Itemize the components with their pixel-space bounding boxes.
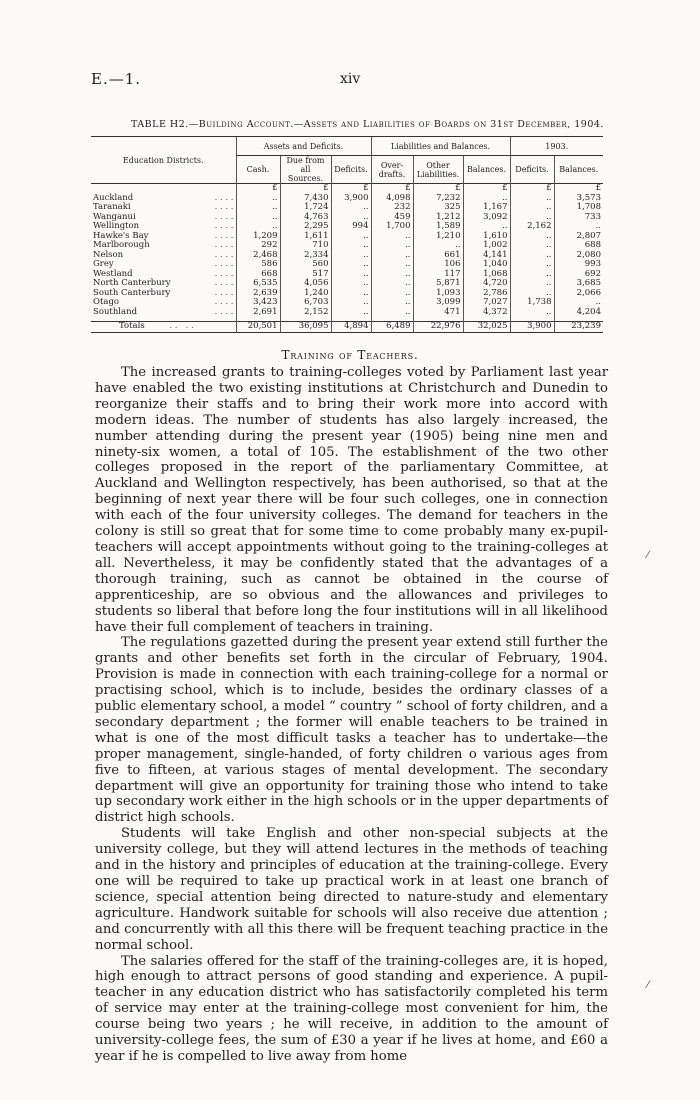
deficits-1903-header: Deficits. (510, 156, 554, 184)
overdrafts-cell: .. (371, 289, 413, 299)
section-title: Training of Teachers. (281, 348, 419, 362)
total-cash: 20,501 (236, 322, 280, 333)
due-cell: 2,334 (280, 251, 331, 261)
table-row (91, 241, 603, 251)
table-row (91, 298, 603, 308)
page-header-left: E.—1. (91, 70, 142, 88)
district-name: Hawke's Bay . . . . (93, 230, 234, 241)
other-liabilities-cell: 3,099 (413, 298, 463, 308)
overdrafts-cell: .. (371, 232, 413, 242)
district-name: Taranaki . . . . (93, 202, 234, 212)
other-liabilities-cell: 325 (413, 203, 463, 213)
due-cell: 7,430 (280, 194, 331, 204)
overdrafts-cell: 459 (371, 213, 413, 223)
totals-label: Totals . . . . (119, 321, 194, 331)
cash-cell: 292 (236, 241, 280, 251)
overdrafts-cell: 1,700 (371, 222, 413, 232)
due-cell: 2,152 (280, 308, 331, 318)
deficits-cell: .. (331, 298, 371, 308)
other-liabilities-cell: 1,210 (413, 232, 463, 242)
unit-symbol: £ (413, 184, 463, 194)
table-row (91, 222, 603, 232)
other-liabilities-cell: 7,232 (413, 194, 463, 204)
year-1903-header: 1903. (510, 137, 603, 156)
other-liabilities-cell: 661 (413, 251, 463, 261)
deficits-cell: .. (331, 232, 371, 242)
deficits-cell: .. (331, 270, 371, 280)
balances-cell: .. (463, 222, 510, 232)
balances-header: Balances. (463, 156, 510, 184)
other-liabilities-cell: 1,212 (413, 213, 463, 223)
due-cell: 1,724 (280, 203, 331, 213)
total-overdrafts: 6,489 (371, 322, 413, 333)
deficits-cell: .. (331, 289, 371, 299)
overdrafts-cell: .. (371, 279, 413, 289)
deficits-1903-cell: .. (510, 270, 554, 280)
total-deficits-1903: 3,900 (510, 322, 554, 333)
balances-cell: 7,027 (463, 298, 510, 308)
unit-symbol: £ (236, 184, 280, 194)
other-liabilities-cell: .. (413, 241, 463, 251)
district-name: North Canterbury . . . . (93, 278, 234, 288)
unit-symbol: £ (463, 184, 510, 194)
other-liabilities-cell: 1,093 (413, 289, 463, 299)
due-cell: 710 (280, 241, 331, 251)
cash-cell: 3,423 (236, 298, 280, 308)
due-cell: 2,295 (280, 222, 331, 232)
deficits-1903-cell: .. (510, 260, 554, 270)
assets-group-header: Assets and Deficits. (236, 137, 371, 156)
balances-cell: 1,068 (463, 270, 510, 280)
balances-1903-header: Balances. (554, 156, 603, 184)
cash-cell: 2,639 (236, 289, 280, 299)
margin-mark: ⁄ (647, 550, 649, 561)
other-liabilities-header: Other Liabilities. (413, 156, 463, 184)
balances-1903-cell: 993 (554, 260, 603, 270)
district-column-header: Education Districts. (91, 137, 236, 184)
overdrafts-cell: .. (371, 270, 413, 280)
district-name: Auckland . . . . (93, 192, 234, 203)
deficits-1903-cell: .. (510, 232, 554, 242)
deficits-1903-cell: .. (510, 289, 554, 299)
deficits-cell: .. (331, 241, 371, 251)
overdrafts-cell: .. (371, 251, 413, 261)
totals-row (91, 322, 603, 333)
due-cell: 4,056 (280, 279, 331, 289)
cash-cell: 586 (236, 260, 280, 270)
unit-symbol: £ (554, 184, 603, 194)
balances-cell: 2,786 (463, 289, 510, 299)
due-cell: 6,703 (280, 298, 331, 308)
balances-1903-cell: 2,066 (554, 289, 603, 299)
district-name: Grey . . . . (93, 259, 234, 269)
total-due: 36,095 (280, 322, 331, 333)
table-title-prefix: TABLE H2.— (131, 119, 199, 130)
other-liabilities-cell: 5,871 (413, 279, 463, 289)
balances-cell: 4,141 (463, 251, 510, 261)
unit-symbol: £ (331, 184, 371, 194)
table-title (131, 119, 604, 130)
deficits-1903-cell: .. (510, 194, 554, 204)
balances-1903-cell: 3,573 (554, 194, 603, 204)
cash-cell: .. (236, 203, 280, 213)
balances-cell: 1,040 (463, 260, 510, 270)
district-name: Westland . . . . (93, 268, 234, 279)
deficits-cell: .. (331, 279, 371, 289)
total-deficits: 4,894 (331, 322, 371, 333)
deficits-1903-cell: .. (510, 203, 554, 213)
balances-1903-cell: .. (554, 222, 603, 232)
unit-symbol: £ (510, 184, 554, 194)
deficits-cell: 3,900 (331, 194, 371, 204)
district-name: Southland . . . . (93, 306, 234, 317)
district-name: Otago . . . . (93, 297, 234, 307)
margin-mark: ⁄ (647, 980, 649, 991)
cash-cell: 2,468 (236, 251, 280, 261)
overdrafts-cell: 232 (371, 203, 413, 213)
deficits-cell: .. (331, 203, 371, 213)
due-cell: 517 (280, 270, 331, 280)
paragraph: The salaries offered for the staff of the training-colleges are, it is hoped, high enough to attract persons of good standing and experience. A pupil-teacher in any education district who has satisfactorily completed his term of service may enter at the training-college most convenient for him, the course being two years ; he will receive, in addition to the amount of university-college fees, the sum of £30 a year if he lives at home, and £60 a year if he is compelled to live away from home (95, 953, 608, 1064)
deficits-1903-cell: .. (510, 251, 554, 261)
deficits-1903-cell: .. (510, 241, 554, 251)
deficits-1903-cell: 1,738 (510, 298, 554, 308)
district-name: Nelson . . . . (93, 249, 234, 260)
balances-1903-cell: 1,708 (554, 203, 603, 213)
deficits-1903-cell: .. (510, 279, 554, 289)
overdrafts-cell: .. (371, 241, 413, 251)
overdrafts-cell: 4,098 (371, 194, 413, 204)
balances-cell: 1,002 (463, 241, 510, 251)
balances-cell: 4,720 (463, 279, 510, 289)
deficits-1903-cell: .. (510, 213, 554, 223)
liabilities-group-header: Liabilities and Balances. (371, 137, 510, 156)
balances-cell: .. (463, 194, 510, 204)
cash-cell: 2,691 (236, 308, 280, 318)
other-liabilities-cell: 471 (413, 308, 463, 318)
other-liabilities-cell: 117 (413, 270, 463, 280)
district-name: South Canterbury . . . . (93, 287, 234, 298)
paragraph: The increased grants to training-colleges voted by Parliament last year have enabled the two existing institutions at Christchurch and Dunedin to reorganize their staffs and to bring their work more into accord with modern ideas. The number of students has also largely increased, the number attending during the present year (1905) being nine men and ninety-six women, a total of 105. The establishment of the two other colleges proposed in the report of the parliamentary Committee, at Auckland and Wellington respectively, has been authorised, so that at the beginning of next year there will be four such colleges, one in connection with each of the four university colleges. The demand for teachers in the colony is still so great that for some time to come probably many ex-pupil-teachers will accept appointments without going to the training-colleges at all. Nevertheless, it may be confidently stated that the advantages of a thorough training, such as cannot be obtained in the course of apprenticeship, are so obvious and the allowances and privileges to students so liberal that before long the four institutions will in all likelihood have their full complement of teachers in training. (95, 365, 608, 635)
overdrafts-cell: .. (371, 298, 413, 308)
cash-cell: 1,209 (236, 232, 280, 242)
unit-symbol: £ (280, 184, 331, 194)
balances-1903-cell: 2,080 (554, 251, 603, 261)
cash-header: Cash. (236, 156, 280, 184)
due-cell: 1,611 (280, 232, 331, 242)
balances-cell: 1,610 (463, 232, 510, 242)
balances-1903-cell: 2,807 (554, 232, 603, 242)
balances-1903-cell: 733 (554, 213, 603, 223)
total-balances: 32,025 (463, 322, 510, 333)
cash-cell: 6,535 (236, 279, 280, 289)
cash-cell: .. (236, 194, 280, 204)
unit-symbol: £ (371, 184, 413, 194)
deficits-cell: .. (331, 260, 371, 270)
deficits-cell: 994 (331, 222, 371, 232)
balances-1903-cell: 692 (554, 270, 603, 280)
deficits-cell: .. (331, 251, 371, 261)
balances-1903-cell: 3,685 (554, 279, 603, 289)
cash-cell: 668 (236, 270, 280, 280)
table-row (91, 308, 603, 318)
due-cell: 1,240 (280, 289, 331, 299)
deficits-1903-cell: 2,162 (510, 222, 554, 232)
table-row (91, 260, 603, 270)
page-number: xiv (340, 71, 361, 87)
other-liabilities-cell: 106 (413, 260, 463, 270)
deficits-cell: .. (331, 213, 371, 223)
overdrafts-cell: .. (371, 308, 413, 318)
deficits-cell: .. (331, 308, 371, 318)
building-account-table (91, 136, 603, 333)
balances-cell: 4,372 (463, 308, 510, 318)
balances-1903-cell: .. (554, 298, 603, 308)
table-row (91, 232, 603, 242)
balances-1903-cell: 4,204 (554, 308, 603, 318)
table-row (91, 194, 603, 204)
due-header: Due from all Sources. (280, 156, 331, 184)
due-cell: 4,763 (280, 213, 331, 223)
cash-cell: .. (236, 222, 280, 232)
cash-cell: .. (236, 213, 280, 223)
paragraph: Students will take English and other non-special subjects at the university college, but they will attend lectures in the methods of teaching and in the history and principles of education at the training-college. Every one will be required to take up practical work in at least one branch of science, special attention being directed to nature-study and elementary agriculture. Handwork suitable for schools will also receive due attention ; and concurrently with all this there will be frequent teaching practice in the normal school. (95, 826, 608, 953)
balances-cell: 3,092 (463, 213, 510, 223)
body-text (95, 365, 608, 1065)
district-name: Wanganui . . . . (93, 211, 234, 222)
table-row (91, 203, 603, 213)
overdrafts-cell: .. (371, 260, 413, 270)
overdrafts-header: Over-drafts. (371, 156, 413, 184)
paragraph: The regulations gazetted during the present year extend still further the grants and other benefits set forth in the circular of February, 1904. Provision is made in connection with each training-college for a normal or practising school, which is to include, besides the ordinary classes of a public elementary school, a model “ country ” school of forty children, and a secondary department ; the former will enable teachers to be trained in what is one of the most difficult tasks a teacher has to undertake—the proper management, single-handed, of forty children o various ages from five to fifteen, at various stages of mental development. The secondary department will give an opportunity for training those who intend to take up secondary work either in the high schools or in the upper departments of district high schools. (95, 635, 608, 826)
district-name: Marlborough . . . . (93, 240, 234, 250)
district-name: Wellington . . . . (93, 221, 234, 231)
total-balances-1903: 23,239 (554, 322, 603, 333)
balances-1903-cell: 688 (554, 241, 603, 251)
total-other: 22,976 (413, 322, 463, 333)
other-liabilities-cell: 1,589 (413, 222, 463, 232)
table-title-caption: Building Account.—Assets and Liabilities of Boards on 31st December, 1904. (198, 119, 604, 130)
deficits-1903-cell: .. (510, 308, 554, 318)
due-cell: 560 (280, 260, 331, 270)
deficits-header: Deficits. (331, 156, 371, 184)
table-row (91, 251, 603, 261)
balances-cell: 1,167 (463, 203, 510, 213)
